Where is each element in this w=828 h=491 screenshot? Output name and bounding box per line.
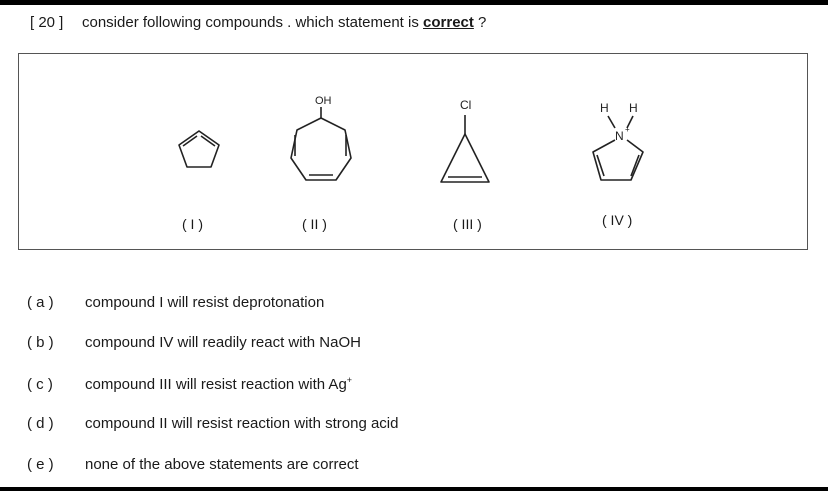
compound-1-structure: [179, 131, 219, 167]
charge-label: +: [625, 125, 630, 134]
structures-figure: [18, 53, 808, 250]
option-c-superscript: +: [346, 375, 353, 385]
question-keyword: correct: [423, 14, 474, 31]
option-d-text: compound II will resist reaction with strong acid: [85, 415, 399, 432]
compound-4-label: ( IV ): [602, 212, 633, 228]
question-stem: [30, 14, 486, 31]
hydrogen-label-1: H: [600, 101, 609, 115]
compound-3-structure: [441, 98, 489, 182]
option-a-text: compound I will resist deprotonation: [85, 294, 325, 311]
chloro-label: Cl: [460, 98, 472, 112]
compound-2-structure: [291, 95, 351, 180]
option-a[interactable]: [27, 294, 324, 311]
compound-3-label: ( III ): [453, 216, 482, 232]
option-e-text: none of the above statements are correct: [85, 456, 359, 473]
compound-2-label: ( II ): [302, 216, 327, 232]
compound-1-label: ( I ): [182, 216, 203, 232]
option-c-key: ( c ): [27, 376, 53, 393]
option-b-key: ( b ): [27, 334, 54, 351]
structures-drawing: [19, 54, 809, 251]
option-e-key: ( e ): [27, 456, 54, 473]
option-a-key: ( a ): [27, 294, 54, 311]
bottom-border: [0, 487, 828, 491]
top-border: [0, 0, 828, 5]
option-e[interactable]: [27, 456, 359, 473]
option-c[interactable]: [27, 375, 352, 393]
option-b-text: compound IV will readily react with NaOH: [85, 334, 361, 351]
option-d-key: ( d ): [27, 415, 54, 432]
hydroxyl-label: OH: [315, 95, 332, 107]
option-c-text: compound III will resist reaction with Ag: [85, 376, 347, 393]
hydrogen-label-2: H: [629, 101, 638, 115]
question-number: [ 20 ]: [30, 14, 64, 31]
option-b[interactable]: [27, 334, 361, 351]
question-text: consider following compounds . which statement is: [82, 14, 424, 31]
question-text-end: ?: [473, 14, 487, 31]
option-d[interactable]: [27, 415, 398, 432]
compound-4-structure: [593, 101, 643, 180]
nitrogen-label: N: [615, 129, 624, 143]
